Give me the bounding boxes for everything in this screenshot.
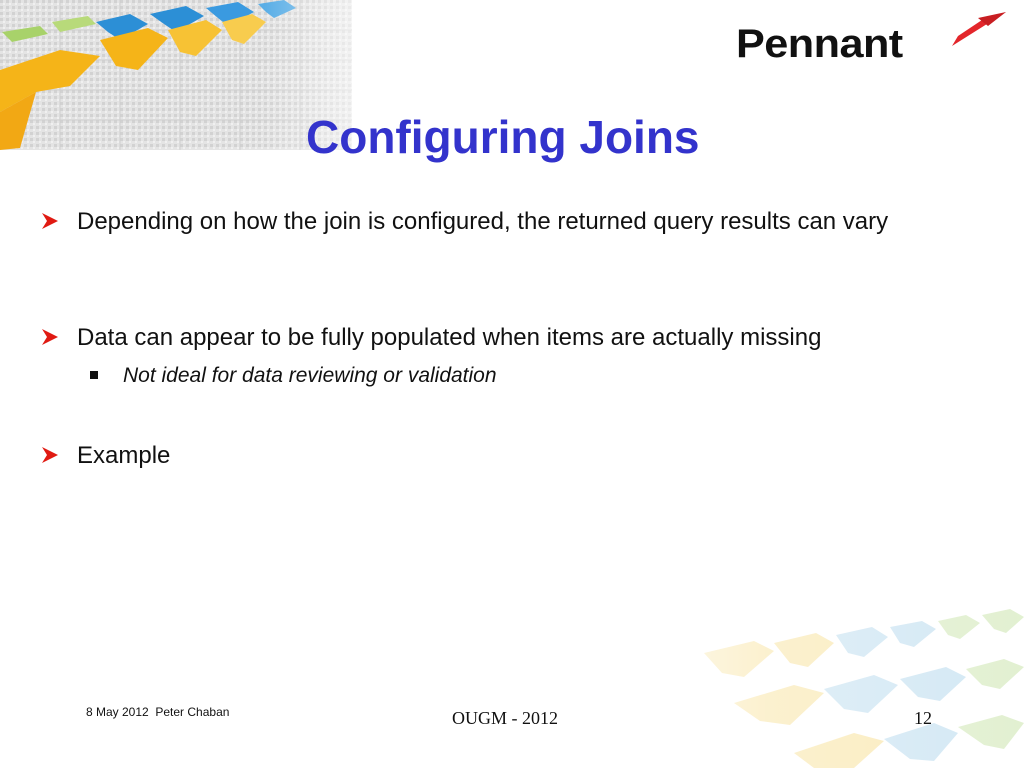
footer-date-author: 8 May 2012 Peter Chaban (86, 705, 230, 719)
pennant-logo (736, 12, 1008, 72)
arrowhead-bullet-icon (40, 211, 60, 231)
bullet-item (40, 204, 990, 239)
slide-title: Configuring Joins (306, 111, 700, 163)
bullet-text: Depending on how the join is configured, the returned query results can vary (77, 208, 889, 235)
bullet-item (40, 320, 990, 355)
arrowhead-bullet-icon (40, 445, 60, 465)
red-swoosh-icon (948, 12, 1008, 46)
footer-event: OUGM - 2012 (452, 708, 558, 728)
sub-bullet-text: Not ideal for data reviewing or validation (123, 364, 497, 387)
square-bullet-icon (90, 371, 98, 379)
bullet-text: Data can appear to be fully populated when items are actually missing (77, 324, 822, 351)
page-number: 12 (914, 708, 932, 728)
arrowhead-bullet-icon (40, 327, 60, 347)
bullet-text: Example (77, 442, 171, 469)
bullet-item (40, 438, 990, 473)
sub-bullet-item (90, 362, 990, 390)
decorative-arrows-bottom (554, 593, 1024, 768)
decorative-arrows-top (0, 0, 352, 150)
logo-wordmark: Pennant (736, 22, 903, 66)
